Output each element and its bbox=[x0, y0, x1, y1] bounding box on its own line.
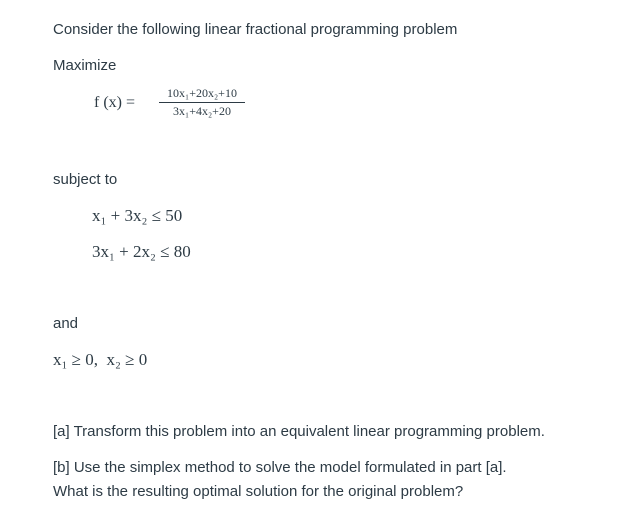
question-b-line1: [b] Use the simplex method to solve the model formulated in part [a]. bbox=[53, 459, 507, 476]
nonnegativity-constraints: x₁ ≥ 0, x₂ ≥ 0 bbox=[53, 350, 148, 369]
objective-lhs: f (x) = bbox=[94, 94, 136, 111]
maximize-label: Maximize bbox=[53, 57, 117, 74]
fraction-bar bbox=[159, 102, 245, 103]
constraint-2: 3x₁ + 2x₂ ≤ 80 bbox=[92, 242, 191, 261]
subject-to-label: subject to bbox=[53, 171, 118, 188]
question-b-line2: What is the resulting optimal solution for the original problem? bbox=[53, 483, 464, 500]
objective-denominator: 3x₁+4x₂+20 bbox=[173, 104, 231, 118]
objective-numerator: 10x₁+20x₂+10 bbox=[167, 86, 237, 100]
question-a: [a] Transform this problem into an equivalent linear programming problem. bbox=[53, 423, 545, 440]
constraint-1: x₁ + 3x₂ ≤ 50 bbox=[92, 206, 183, 225]
and-label: and bbox=[53, 315, 79, 332]
problem-intro: Consider the following linear fractional programming problem bbox=[53, 21, 458, 38]
objective-fraction bbox=[159, 86, 245, 119]
